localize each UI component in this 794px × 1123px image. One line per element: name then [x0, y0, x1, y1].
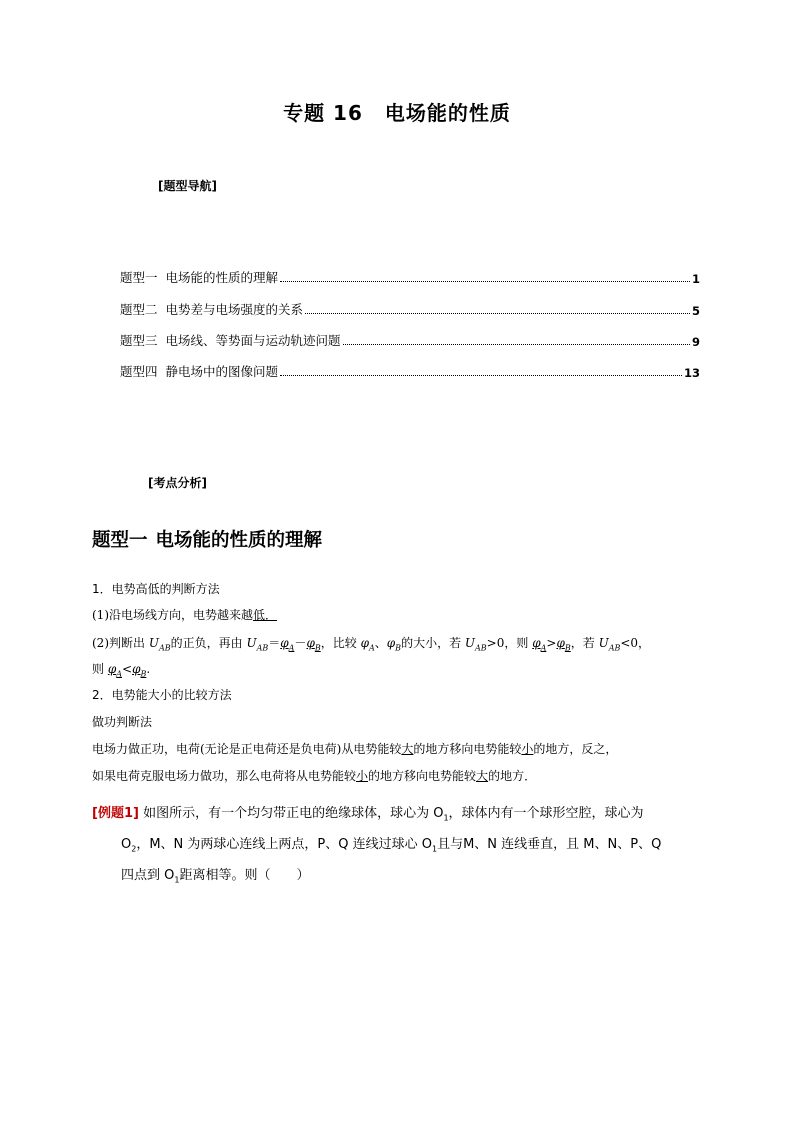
subheading-2: 2．电势能大小的比较方法	[92, 688, 232, 702]
underlined-answer: 小	[356, 769, 369, 783]
text: (2)判断出	[92, 636, 149, 650]
toc-name: 电势差与电场强度的关系	[165, 302, 304, 317]
toc-page: 5	[691, 304, 700, 318]
toc-leader	[343, 344, 690, 345]
text: 、	[374, 636, 387, 650]
toc-item-1[interactable]	[120, 268, 700, 286]
toc-leader	[280, 281, 690, 282]
underlined-answer: 小	[521, 742, 534, 756]
text: 的地方移向电势能较	[368, 769, 477, 783]
example-line-2: $O_2$，M、N 为两球心连线上两点，P、Q 连线过球心 $O_1$且与M、N 连线垂直，且 M、N、P、Q	[121, 837, 662, 854]
title-number: 专题 16	[283, 101, 363, 125]
toc-page: 1	[691, 272, 700, 286]
text: 距离相等。则（ ）	[179, 868, 310, 883]
text: 如图所示，有一个均匀带正电的绝缘球体，球心为 O	[143, 806, 444, 821]
text: O	[121, 837, 132, 852]
paragraph-line-1	[92, 606, 277, 623]
text: (1)沿电场线方向，电势越来越	[92, 608, 253, 622]
text: ，比较	[320, 636, 361, 650]
toc-item-2[interactable]	[120, 300, 700, 318]
text: ，若	[570, 636, 599, 650]
text: 四点到 O	[121, 868, 175, 883]
text: 的正负，再由	[170, 636, 247, 650]
toc-name: 电场线、等势面与运动轨迹问题	[165, 333, 341, 348]
text: ，球体内有一个球形空腔，球心为	[448, 806, 644, 821]
toc-type: 题型二	[120, 302, 158, 317]
section-type: 题型一	[92, 530, 148, 551]
toc-type: 题型四	[120, 364, 158, 379]
toc-page: 13	[683, 366, 700, 380]
underlined-answer: 低．	[253, 608, 278, 622]
text: 电场力做正功，电荷(无论是正电荷还是负电荷)从电势能较	[92, 742, 402, 756]
text: 的地方．	[488, 769, 537, 783]
underlined-answer: 大	[476, 769, 489, 783]
paragraph-line-3: 则 $\varphi_A<\varphi_B$.	[92, 662, 151, 679]
paragraph-line-2: (2)判断出 $U_{AB}$的正负，再由 $U_{AB}=\varphi_A-\varphi_B$，比较 $\varphi_A$、$\varphi_B$的大小，若 $U_{AB}>0$，则 $\varphi_A>\varphi_B$，若 $U_{AB}<0$，	[92, 636, 651, 653]
underlined-answer: 大	[401, 742, 414, 756]
toc-type: 题型三	[120, 333, 158, 348]
section-heading	[92, 526, 322, 552]
nav-label: [题型导航]	[158, 179, 217, 193]
text: 的地方，反之，	[533, 742, 618, 756]
toc-item-3[interactable]	[120, 331, 700, 349]
paragraph-line-4	[92, 740, 617, 757]
text: 0，则	[496, 636, 533, 650]
title-text: 电场能的性质	[384, 101, 511, 125]
toc-leader	[305, 313, 690, 314]
method-label: 做功判断法	[92, 715, 153, 729]
toc-name: 静电场中的图像问题	[165, 364, 279, 379]
toc-leader	[280, 375, 682, 376]
text: ，M、N 为两球心连线上两点，P、Q 连线过球心 O	[136, 837, 432, 852]
toc-type: 题型一	[120, 270, 158, 285]
text: 且与M、N 连线垂直，且 M、N、P、Q	[437, 837, 662, 852]
page-title	[0, 97, 794, 126]
text: 的地方移向电势能较	[413, 742, 522, 756]
toc-item-4[interactable]	[120, 362, 700, 380]
subheading-1: 1．电势高低的判断方法	[92, 582, 220, 596]
toc-name: 电场能的性质的理解	[165, 270, 279, 285]
paragraph-line-5	[92, 767, 536, 784]
toc-page: 9	[691, 335, 700, 349]
example-line-1: [例题1] 如图所示，有一个均匀带正电的绝缘球体，球心为 $O_1$，球体内有一个球形空腔，球心为	[92, 806, 644, 823]
text: 则	[92, 662, 105, 676]
text: 如果电荷克服电场力做功，那么电荷将从电势能较	[92, 769, 357, 783]
analysis-label: [考点分析]	[148, 476, 207, 490]
section-name: 电场能的性质的理解	[155, 530, 323, 551]
example-label: [例题1]	[92, 806, 139, 821]
example-line-3: 四点到 $O_1$距离相等。则（ ）	[121, 868, 310, 885]
text: 的大小，若	[401, 636, 465, 650]
